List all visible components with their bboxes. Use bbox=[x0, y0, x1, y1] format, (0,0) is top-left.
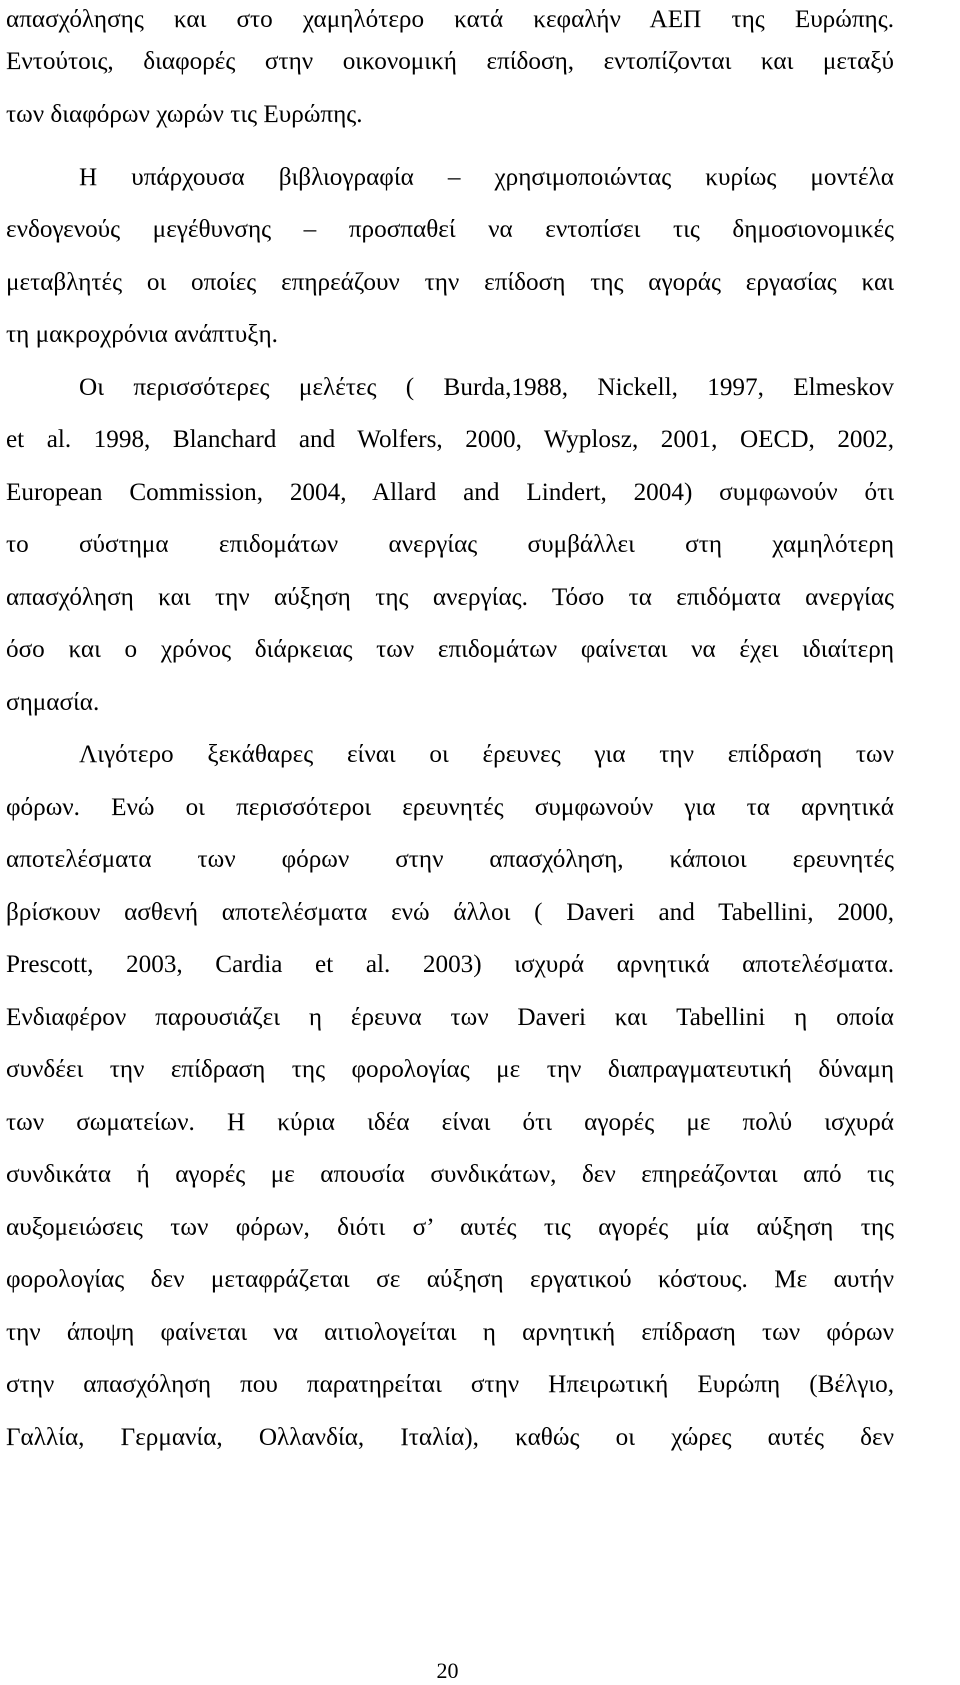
paragraph-start-line: Λιγότερο ξεκάθαρες είναι οι έρευνες για την επίδραση των bbox=[79, 741, 894, 768]
text-line-21: συνδέει την επίδραση της φορολογίας με την διαπραγματευτική δύναμη bbox=[6, 1056, 894, 1083]
text-line-17: αποτελέσματα των φόρων στην απασχόληση, κάποιοι ερευνητές bbox=[6, 846, 894, 873]
text-line-6: μεταβλητές οι οποίες επηρεάζουν την επίδοση της αγοράς εργασίας και bbox=[6, 269, 894, 296]
text-line-9: et al. 1998, Blanchard and Wolfers, 2000, Wyplosz, 2001, OECD, 2002, bbox=[6, 426, 894, 453]
paragraph-start-line: Η υπάρχουσα βιβλιογραφία – χρησιμοποιώντας κυρίως μοντέλα bbox=[79, 164, 894, 191]
text-line-23: συνδικάτα ή αγορές με απουσία συνδικάτων, δεν επηρεάζονται από τις bbox=[6, 1161, 894, 1188]
text-line-5: ενδογενούς μεγέθυνσης – προσπαθεί να εντοπίσει τις δημοσιονομικές bbox=[6, 216, 894, 243]
text-line-10: European Commission, 2004, Allard and Lindert, 2004) συμφωνούν ότι bbox=[6, 479, 894, 506]
text-line-28: Γαλλία, Γερμανία, Ολλανδία, Ιταλία), καθώς οι χώρες αυτές δεν bbox=[6, 1424, 894, 1451]
text-line-7: τη μακροχρόνια ανάπτυξη. bbox=[6, 321, 278, 348]
paragraph-start-line: Οι περισσότερες μελέτες ( Burda,1988, Nickell, 1997, Elmeskov bbox=[79, 374, 894, 401]
text-line-14: σημασία. bbox=[6, 689, 100, 716]
text-line-3: των διαφόρων χωρών τις Ευρώπης. bbox=[6, 101, 363, 128]
text-line-24: αυξομειώσεις των φόρων, διότι σ’ αυτές τις αγορές μία αύξηση της bbox=[6, 1214, 894, 1241]
text-line-11: το σύστημα επιδομάτων ανεργίας συμβάλλει στη χαμηλότερη bbox=[6, 531, 894, 558]
text-line-27: στην απασχόληση που παρατηρείται στην Ηπειρωτική Ευρώπη (Βέλγιο, bbox=[6, 1371, 894, 1398]
page-number: 20 bbox=[436, 1658, 459, 1683]
text-line-1: απασχόλησης και στο χαμηλότερο κατά κεφαλήν ΑΕΠ της Ευρώπης. bbox=[6, 6, 894, 33]
text-line-2: Εντούτοις, διαφορές στην οικονομική επίδοση, εντοπίζονται και μεταξύ bbox=[6, 48, 894, 75]
text-line-19: Prescott, 2003, Cardia et al. 2003) ισχυρά αρνητικά αποτελέσματα. bbox=[6, 951, 894, 978]
text-line-18: βρίσκουν ασθενή αποτελέσματα ενώ άλλοι ( Daveri and Tabellini, 2000, bbox=[6, 899, 894, 926]
text-line-12: απασχόληση και την αύξηση της ανεργίας. Τόσο τα επιδόματα ανεργίας bbox=[6, 584, 894, 611]
text-line-26: την άποψη φαίνεται να αιτιολογείται η αρνητική επίδραση των φόρων bbox=[6, 1319, 894, 1346]
text-line-25: φορολογίας δεν μεταφράζεται σε αύξηση εργατικού κόστους. Με αυτήν bbox=[6, 1266, 894, 1293]
text-line-20: Ενδιαφέρον παρουσιάζει η έρευνα των Daveri και Tabellini η οποία bbox=[6, 1004, 894, 1031]
text-line-13: όσο και ο χρόνος διάρκειας των επιδομάτων φαίνεται να έχει ιδιαίτερη bbox=[6, 636, 894, 663]
text-line-16: φόρων. Ενώ οι περισσότεροι ερευνητές συμφωνούν για τα αρνητικά bbox=[6, 794, 894, 821]
text-line-22: των σωματείων. Η κύρια ιδέα είναι ότι αγορές με πολύ ισχυρά bbox=[6, 1109, 894, 1136]
